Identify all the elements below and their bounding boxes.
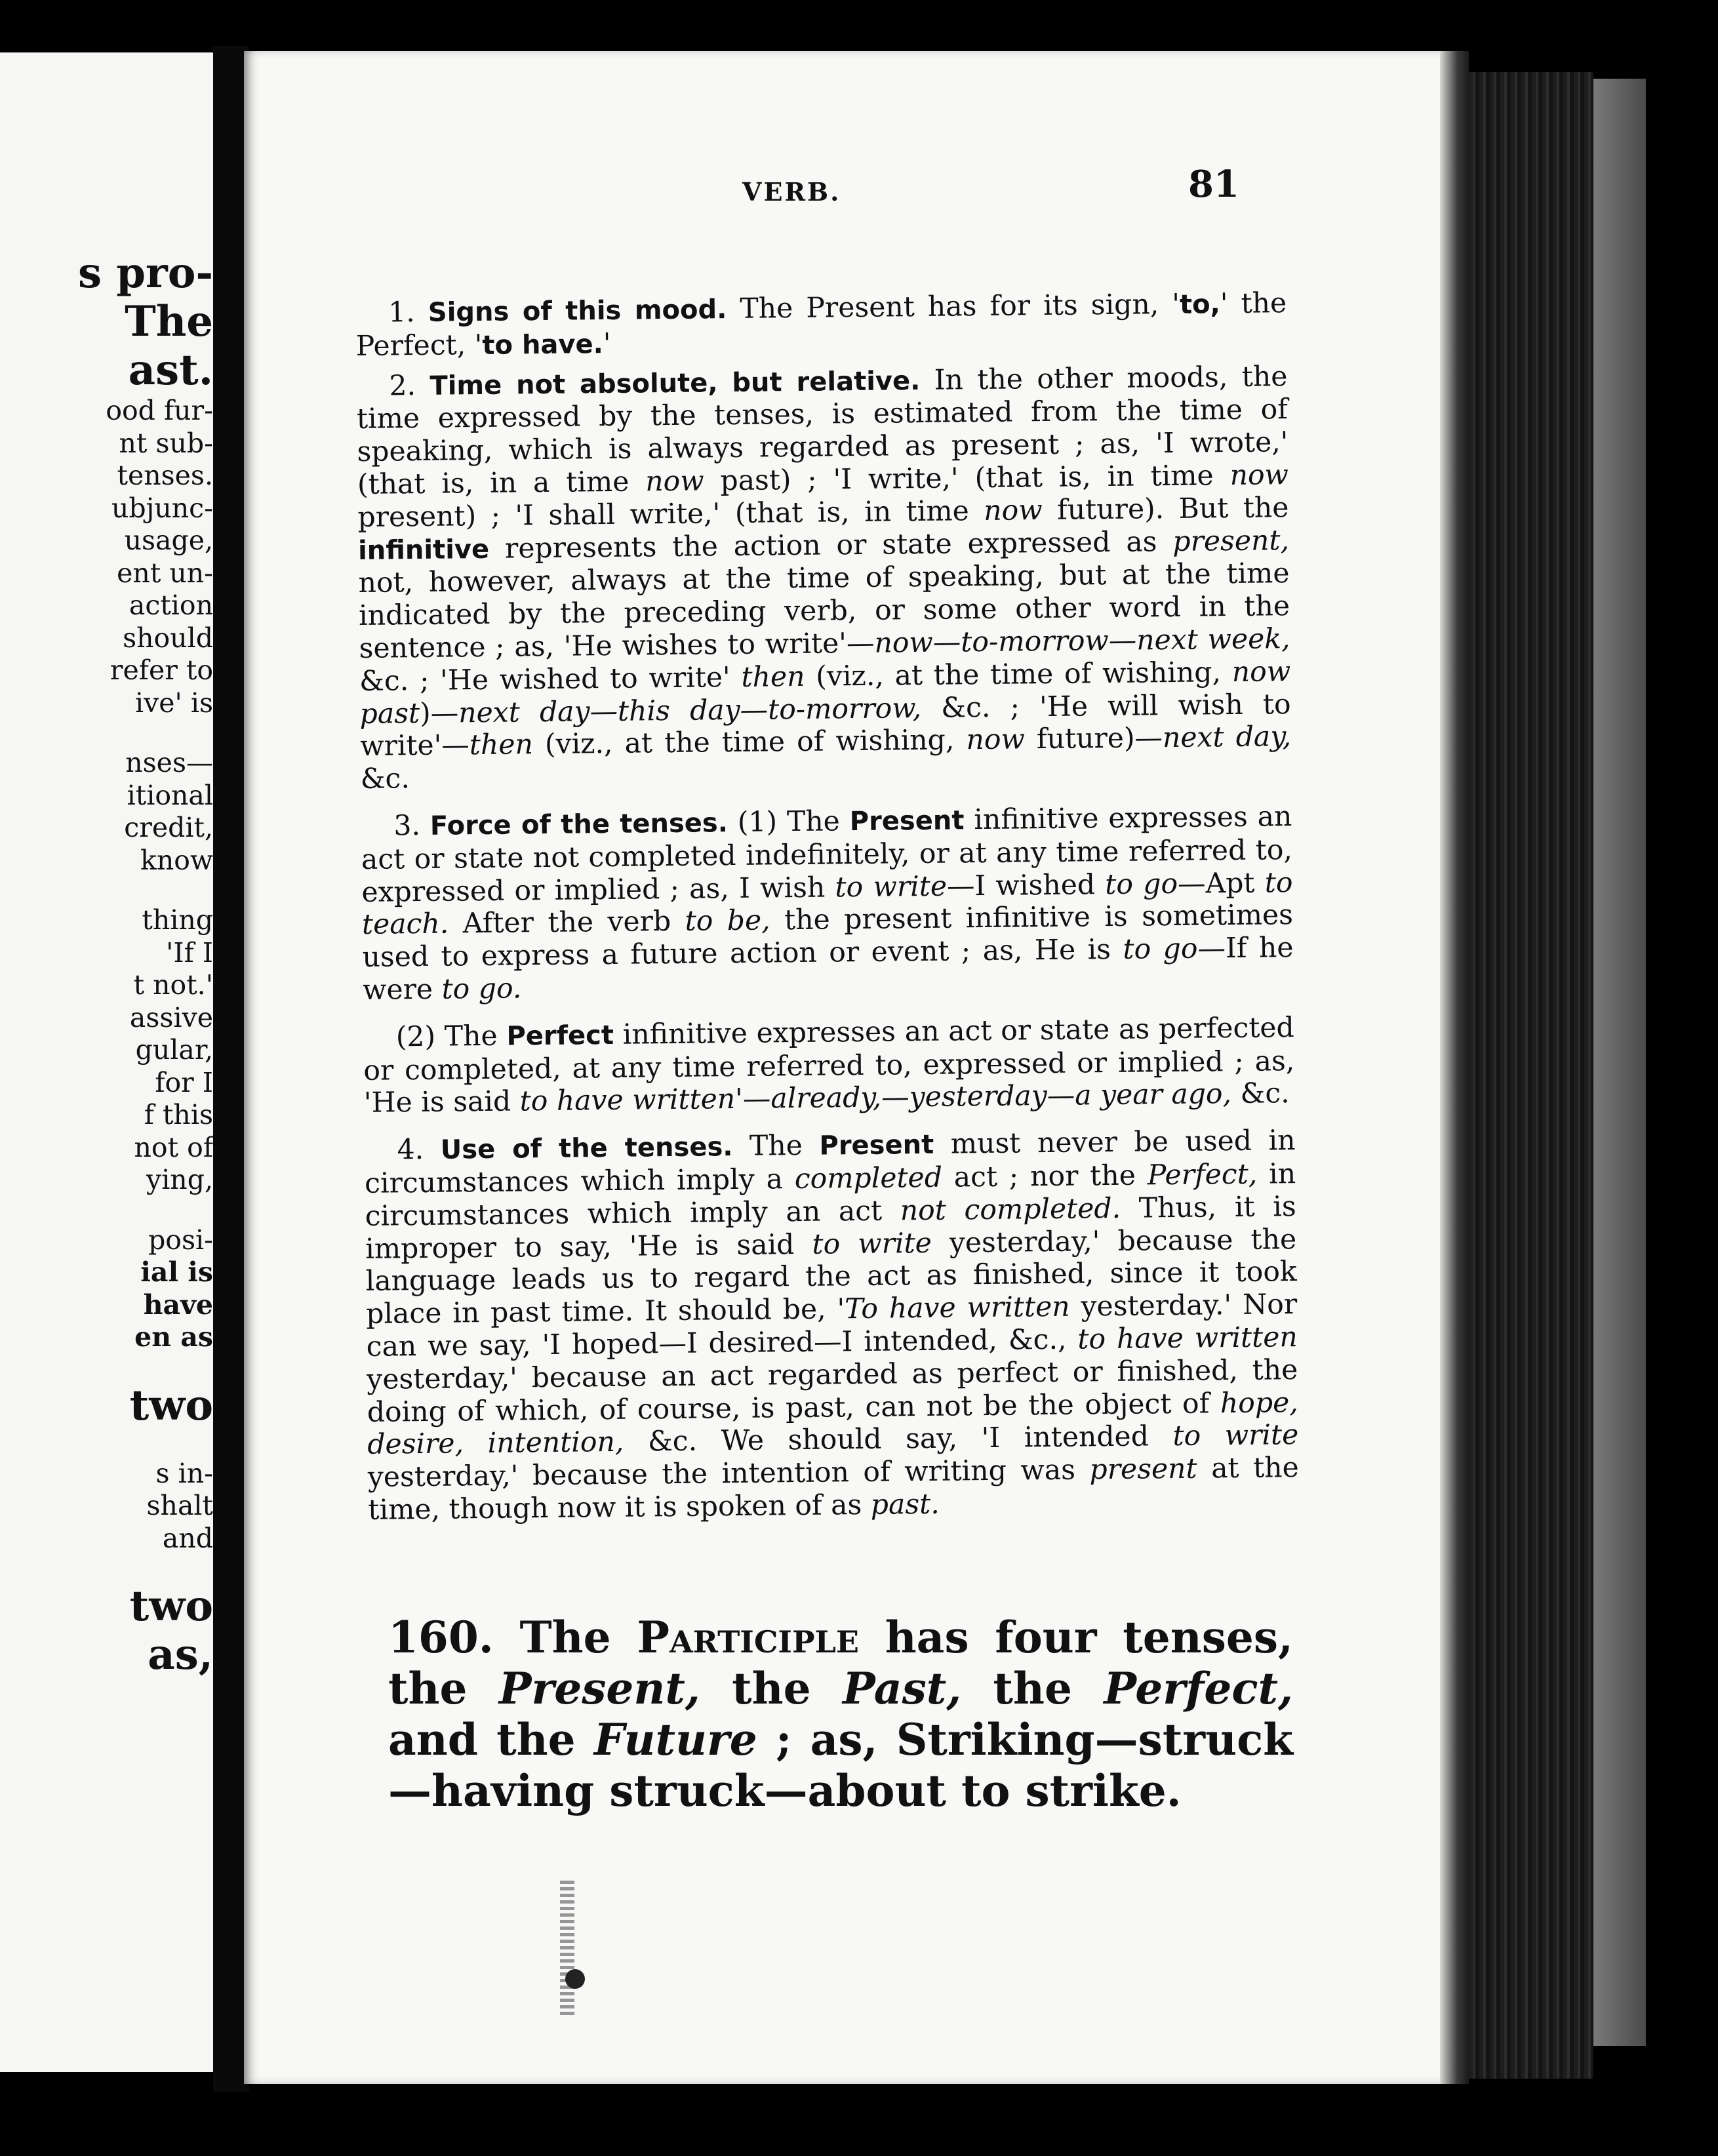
left-page-fragment: s in- [155,1457,213,1489]
left-page-fragment: ubjunc- [111,492,213,524]
left-page-fragment: posi- [148,1224,213,1256]
left-page-fragment: action [129,589,213,621]
page-header [244,163,1444,222]
text-run: 2. [389,369,430,403]
text-run: (2) The [395,1020,507,1054]
left-page-fragment: for I [155,1066,213,1098]
text-run: (1) The [727,805,850,839]
text-run: now [983,494,1043,527]
left-page-fragment: ast. [128,346,213,395]
book-fore-edge [1469,72,1593,2079]
text-run: past) ; 'I write,' (that is, in time [704,460,1230,498]
text-run: now [1229,459,1289,492]
text-run: to be, [685,904,770,938]
text-run: Participle [637,1612,859,1663]
text-run: &c. ; 'He will wish to write'— [359,688,1291,763]
text-run: hope, desire, intention, [367,1386,1298,1462]
text-run: next day—this day—to-morrow, [458,692,922,729]
left-page-fragment [0,1354,213,1382]
text-run: to go. [441,972,522,1006]
text-run: future)— [1024,722,1163,756]
text-run: then [741,660,805,694]
text-run: Perfect [506,1020,614,1052]
left-page-fragment: ood fur- [106,395,213,426]
text-run: yesterday.' Nor can we say, 'I hoped—I desired—I intended, &c., [366,1288,1298,1363]
text-run: completed [794,1161,943,1195]
text-run: ' the Perfect, ' [355,287,1287,363]
text-run: next day, [1162,721,1292,755]
text-run: 160. The [388,1612,637,1663]
text-run: present [1089,1452,1197,1487]
paragraph-heading: Time not absolute, but relative. [429,365,921,401]
text-run: The [732,1129,820,1163]
left-page-fragment: gular, [135,1034,213,1066]
text-run: '— [734,1083,771,1116]
left-page-fragment: ial is [140,1256,213,1288]
left-page-fragment: as, [148,1630,213,1679]
paragraph-p3 [361,801,1294,1007]
paragraph-p5 [364,1125,1299,1527]
text-run: infinitive expresses an act or state not completed indefinitely, or at any time referred to, expressed or implied ; as, I wish [361,801,1293,909]
paragraph-p4 [363,1012,1295,1120]
text-run: (viz., at the time of wishing, [805,656,1232,693]
text-run: infinitive [357,534,490,566]
left-page-fragment: 'If I [166,936,213,968]
left-page-fragment: ent un- [117,557,213,589]
text-run: 3. [393,809,431,843]
text-run: already,—yesterday—a year ago, [770,1078,1232,1115]
left-page-fragment: two [129,1380,213,1430]
text-run: ; as, Striking—struck—having struck—about to strike. [388,1714,1293,1816]
text-run: now—to-morrow—next week, [874,623,1290,660]
paragraph-heading: Signs of this mood. [428,294,727,328]
text-run: to write [835,870,948,904]
left-page-fragment: two [129,1582,213,1631]
text-run: Present [819,1129,934,1161]
paragraph-p1 [355,287,1287,363]
text-run: yesterday,' because the intention of writing was [367,1454,1090,1494]
text-run: Thus, it is improper to say, 'He is said [365,1190,1296,1266]
left-page-fragment: tenses. [117,460,213,491]
left-page-fragment: s pro- [77,249,213,298]
left-page-fragment: shalt [146,1490,213,1521]
text-run: to have written [1077,1321,1298,1356]
paragraph-heading: Force of the tenses. [429,808,729,841]
text-run: Present [849,805,965,837]
text-run: ' [603,327,611,360]
text-run: —Apt [1177,867,1266,900]
left-page-text-fragments [0,249,213,1679]
text-run: at the time, though now it is spoken of as [368,1452,1300,1527]
text-run: Future [593,1714,757,1765]
text-run: 4. [397,1133,441,1167]
left-page-fragment: usage, [124,525,213,556]
text-run: —I wished [946,868,1106,903]
left-page-fragment: ying, [146,1164,213,1195]
left-page-fragment: assive [129,1001,213,1033]
text-run: then [469,729,534,762]
text-run: Perfect, [1147,1158,1258,1192]
text-run: &c. ; 'He wished to write' [359,661,742,698]
text-run: now [966,723,1026,757]
left-page-fragment: t not.' [133,969,213,1001]
text-run: to teach. [361,866,1293,942]
left-page-fragment: know [140,844,213,876]
text-run: (viz., at the time of wishing, [532,724,967,761]
left-page-fragment: ive' is [135,687,213,719]
page-number: 81 [1188,163,1239,206]
left-page-fragment [0,1430,213,1458]
text-run: now [645,465,704,498]
text-run: to have. [482,329,604,361]
left-page-fragment: credit, [124,812,213,843]
text-run: Past, [842,1663,962,1714]
left-page-fragment: refer to [110,654,213,686]
text-run: Perfect, [1104,1663,1293,1714]
body-text [355,287,1300,1541]
left-page-fragment: f this [144,1099,213,1130]
left-page-fragment: en as [134,1321,213,1353]
text-run: After the verb [449,906,685,940]
text-run: and the [388,1714,594,1765]
text-run: in circumstances which imply an act [365,1157,1296,1233]
paragraph-p2 [356,361,1292,796]
text-run: past. [870,1488,940,1521]
text-run: to go [1123,932,1198,966]
text-run: The Present has for its sign, ' [727,288,1180,326]
text-run: must never be used in circumstances which imply a [364,1125,1296,1200]
text-run: to, [1179,289,1221,320]
text-run: Present, [498,1663,700,1714]
text-run: —If he were [362,932,1294,1007]
text-run: &c. [1231,1077,1290,1111]
left-page-fragment: nt sub- [119,427,213,459]
left-page-fragment [0,719,213,747]
text-run: to write [812,1227,932,1261]
left-page-fragment [0,877,213,904]
left-page-fragment [0,1555,213,1582]
text-run: To have written [844,1290,1070,1326]
section-160-participle [388,1612,1293,1816]
page-edge [1440,51,1469,2084]
left-page-fragment [0,1197,213,1224]
text-run: &c. [360,763,410,796]
text-run: the [700,1663,843,1714]
text-run: to have written [519,1083,736,1118]
ink-smudge [560,1881,574,2018]
text-run: has four tenses, the [388,1612,1293,1714]
ink-dot [565,1969,585,1989]
left-page-fragment: should [123,622,213,654]
left-page-fragment: itional [127,779,213,811]
text-run: 1. [388,296,429,329]
text-run: present) ; 'I shall write,' (that is, in time [357,494,984,534]
text-run: to write [1172,1419,1299,1453]
text-run: act ; nor the [942,1159,1148,1194]
text-run: the present infinitive is sometimes used to express a future action or event ; as, He is [362,899,1294,974]
left-facing-page [0,52,213,2072]
text-run: In the other moods, the time expressed by the tenses, is estimated from the time of speaking, which is always regarded as present ; as, 'I wrote,' (that is, in a time [356,360,1288,501]
left-page-fragment: and [162,1522,213,1554]
book-cover-edge [1593,79,1646,2046]
left-page-fragment: The [125,297,213,346]
text-run: yesterday,' because the language leads us to regard the act as finished, since it took place in past time. It should be, ' [365,1223,1297,1331]
left-page-fragment: have [143,1288,213,1321]
text-run: &c. We should say, 'I intended [624,1420,1173,1459]
text-run: to go [1105,868,1178,901]
left-page-fragment: nses— [125,747,213,778]
running-head: VERB. [742,177,841,207]
text-run: now past [359,655,1291,730]
text-run: present, [1172,524,1290,558]
text-run: represents the action or state expressed as [489,525,1173,565]
left-page-fragment: not of [134,1131,213,1163]
book-page [244,51,1444,2084]
text-run: not completed. [900,1192,1121,1228]
text-run: not, however, always at the time of speaking, but at the time indicated by the preceding verb, or some other word in the sentence ; as, 'He wishes to write'— [358,557,1290,665]
text-run: yesterday,' because an act regarded as perfect or finished, the doing of which, of course, is past, can not be the object of [367,1353,1298,1429]
text-run: future). But the [1042,491,1289,527]
paragraph-heading: Use of the tenses. [440,1132,733,1165]
text-run: the [961,1663,1104,1714]
text-run: )— [419,696,459,730]
left-page-fragment: thing [142,904,213,936]
text-run: infinitive expresses an act or state as perfected or completed, at any time referred to, expressed or implied ; as, 'He is said [363,1011,1295,1120]
